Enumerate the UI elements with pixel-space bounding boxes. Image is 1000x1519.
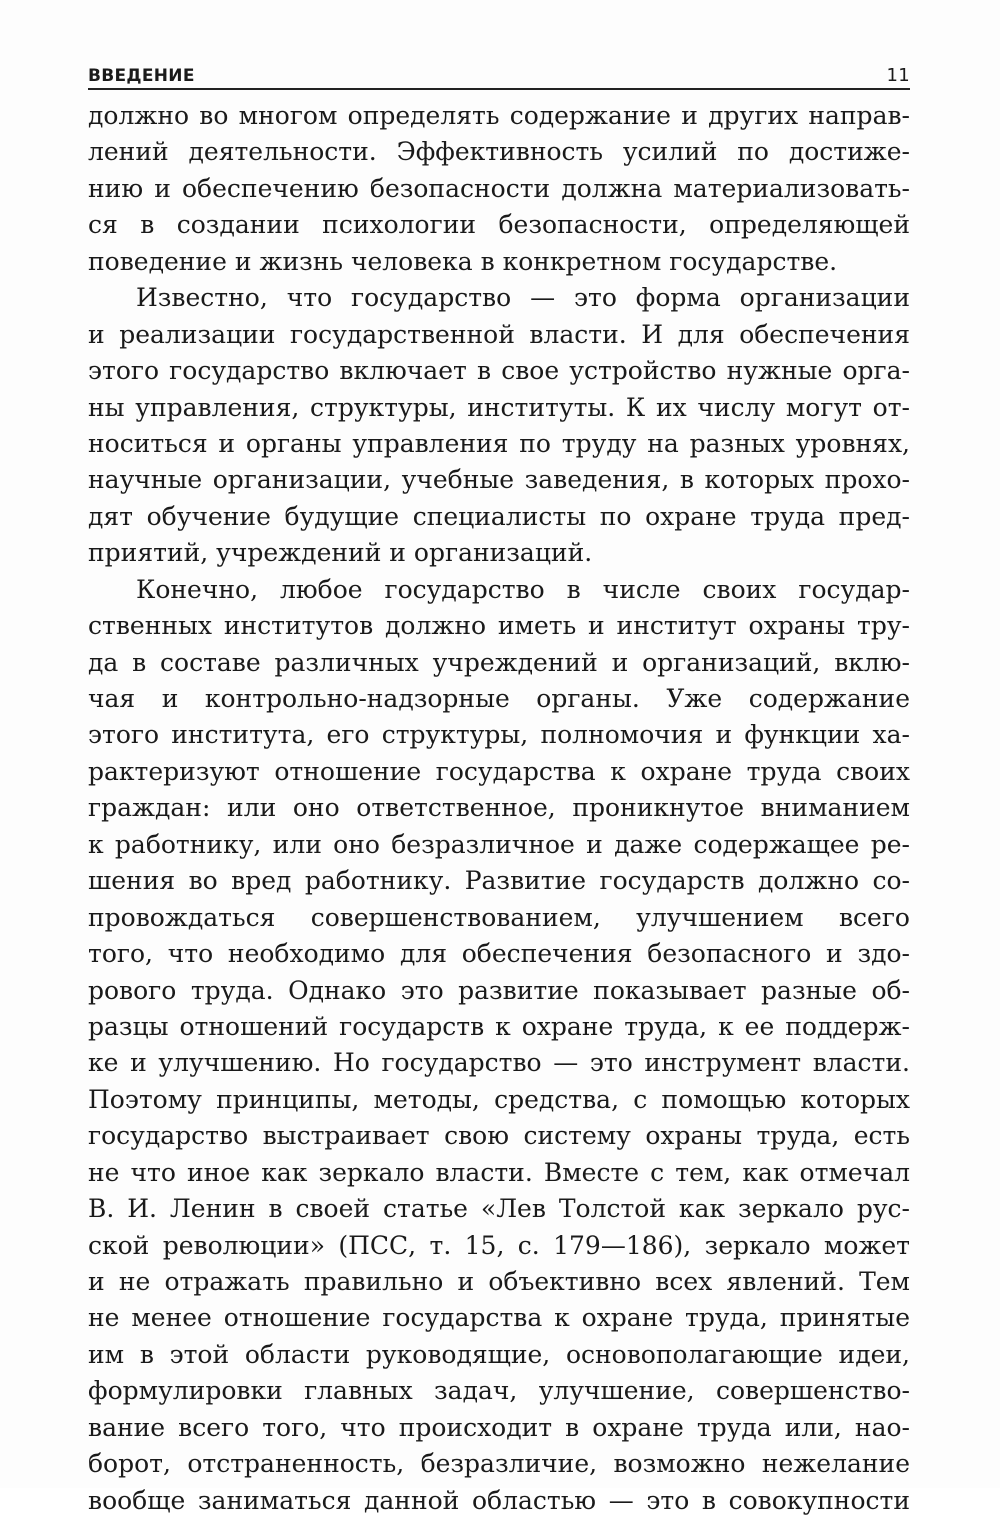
text-line: не менее отношение государства к охране труда, принятые: [88, 1303, 910, 1333]
text-line: ся в создании психологии безопасности, определяющей: [88, 210, 910, 240]
text-line: Конечно, любое государство в числе своих государ-: [136, 574, 910, 604]
text-line: рактеризуют отношение государства к охране труда своих: [88, 756, 910, 786]
text-line: дят обучение будущие специалисты по охране труда пред-: [88, 501, 910, 531]
text-line: приятий, учреждений и организаций.: [88, 538, 593, 568]
text-line: рового труда. Однако это развитие показывает разные об-: [88, 975, 910, 1005]
body-text: [88, 98, 910, 1519]
paragraph: [88, 98, 910, 280]
text-line: ственных институтов должно иметь и институт охраны тру-: [88, 611, 910, 641]
text-line: вообще заниматься данной областью — это в совокупности: [88, 1485, 910, 1515]
text-line: не что иное как зеркало власти. Вместе с тем, как отмечал: [88, 1157, 910, 1187]
running-header: [88, 58, 910, 90]
paragraph: [88, 572, 910, 1519]
text-line: шения во вред работнику. Развитие государств должно со-: [88, 866, 910, 896]
text-line: разцы отношений государств к охране труда, к ее поддерж-: [88, 1011, 910, 1041]
text-line: того, что необходимо для обеспечения безопасного и здо-: [88, 939, 910, 969]
text-line: должно во многом определять содержание и других направ-: [88, 101, 910, 130]
text-line: граждан: или оно ответственное, проникнутое вниманием: [88, 793, 910, 823]
text-line: ской революции» (ПСС, т. 15, с. 179—186), зеркало может: [88, 1230, 910, 1260]
text-line: лений деятельности. Эффективность усилий по достиже-: [88, 137, 910, 167]
text-line: им в этой области руководящие, основополагающие идеи,: [88, 1339, 910, 1369]
text-line: носиться и органы управления по труду на разных уровнях,: [88, 428, 910, 458]
text-line: и не отражать правильно и объективно всех явлений. Тем: [88, 1267, 910, 1296]
text-line: провождаться совершенствованием, улучшением всего: [88, 902, 910, 932]
text-line: вание всего того, что происходит в охране труда или, нао-: [88, 1412, 910, 1442]
text-line: этого государство включает в свое устройство нужные орга-: [88, 356, 910, 386]
text-line: борот, отстраненность, безразличие, возможно нежелание: [88, 1449, 910, 1479]
text-line: В. И. Ленин в своей статье «Лев Толстой как зеркало рус-: [88, 1194, 910, 1224]
text-line: ке и улучшению. Но государство — это инструмент власти.: [88, 1048, 910, 1078]
text-line: государство выстраивает свою систему охраны труда, есть: [88, 1121, 910, 1151]
text-line: научные организации, учебные заведения, в которых прохо-: [88, 465, 910, 495]
text-line: Известно, что государство — это форма организации: [136, 283, 910, 313]
text-line: к работнику, или оно безразличное и даже содержащее ре-: [88, 829, 910, 859]
text-line: Поэтому принципы, методы, средства, с помощью которых: [88, 1084, 910, 1114]
paragraph: [88, 280, 910, 572]
text-line: ны управления, структуры, институты. К их числу могут от-: [88, 392, 910, 422]
section-title: ВВЕДЕНИЕ: [88, 66, 195, 86]
text-line: этого института, его структуры, полномочия и функции ха-: [88, 720, 910, 750]
text-line: нию и обеспечению безопасности должна материализовать-: [88, 173, 910, 203]
text-line: да в составе различных учреждений и организаций, вклю-: [88, 647, 910, 677]
text-line: чая и контрольно-надзорные органы. Уже содержание: [88, 684, 910, 713]
text-line: формулировки главных задач, улучшение, совершенство-: [88, 1376, 910, 1406]
text-line: и реализации государственной власти. И для обеспечения: [88, 319, 910, 349]
page-number: 11: [886, 65, 910, 86]
text-line: поведение и жизнь человека в конкретном государстве.: [88, 246, 838, 276]
